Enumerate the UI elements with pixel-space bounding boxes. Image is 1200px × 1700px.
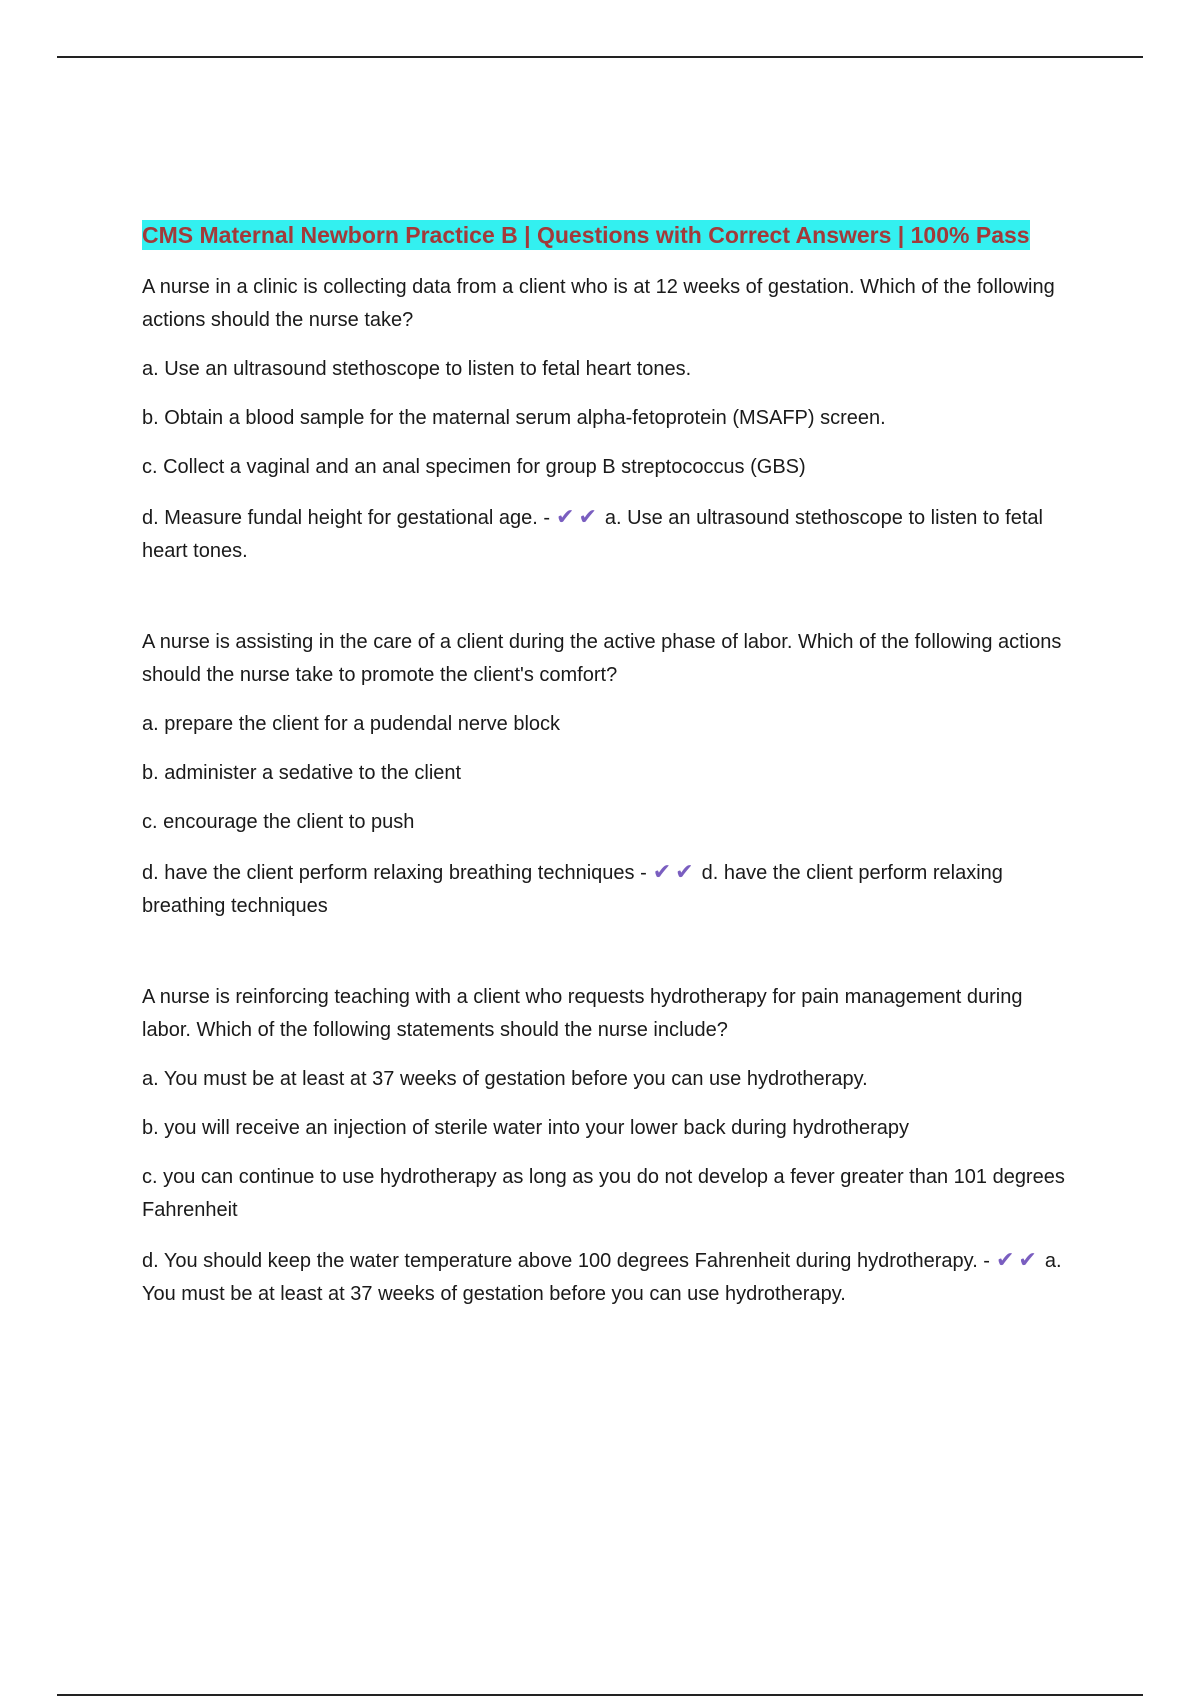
option-d-with-answer [142,1243,1066,1311]
question-text: A nurse is reinforcing teaching with a client who requests hydrotherapy for pain management during labor. Which of the following statements should the nurse include? [142,986,1023,1041]
option-a: a. prepare the client for a pudendal nerve block [142,713,561,735]
question-1 [142,271,1066,568]
correct-answer: d. have the client perform relaxing breathing techniques [142,862,1003,917]
option-d-with-answer [142,855,1066,923]
option-d: d. have the client perform relaxing breathing techniques - [142,862,647,884]
correct-answer: a. Use an ultrasound stethoscope to listen to fetal heart tones. [142,507,1043,562]
double-check-icon: ✔✔ [556,504,601,529]
header-rule [57,56,1143,58]
document-title [142,216,1066,255]
option-c: c. Collect a vaginal and an anal specimen for group B streptococcus (GBS) [142,456,806,478]
question-3 [142,981,1066,1311]
double-check-icon: ✔✔ [995,1247,1041,1272]
option-d: d. You should keep the water temperature above 100 degrees Fahrenheit during hydrotherapy. - [142,1250,990,1272]
question-2 [142,626,1066,923]
question-text: A nurse is assisting in the care of a client during the active phase of labor. Which of the following actions should the nurse take to promote the client's comfort? [142,631,1062,686]
option-c: c. you can continue to use hydrotherapy as long as you do not develop a fever greater than 101 degrees Fahrenheit [142,1166,1065,1221]
correct-answer: a. You must be at least at 37 weeks of gestation before you can use hydrotherapy. [142,1250,1062,1305]
option-d-with-answer [142,500,1066,568]
question-text: A nurse in a clinic is collecting data from a client who is at 12 weeks of gestation. Which of the following actions should the nurse take? [142,276,1055,331]
option-b: b. administer a sedative to the client [142,762,462,784]
option-a: a. You must be at least at 37 weeks of gestation before you can use hydrotherapy. [142,1068,868,1090]
option-d: d. Measure fundal height for gestational age. - [142,507,551,529]
footer-rule [57,1694,1143,1696]
option-b: b. you will receive an injection of sterile water into your lower back during hydrotherapy [142,1117,910,1139]
document-title-highlight: CMS Maternal Newborn Practice B | Questions with Correct Answers | 100% Pass [142,222,1030,248]
option-a: a. Use an ultrasound stethoscope to listen to fetal heart tones. [142,358,692,380]
option-b: b. Obtain a blood sample for the maternal serum alpha-fetoprotein (MSAFP) screen. [142,407,886,429]
option-c: c. encourage the client to push [142,811,415,833]
document-body [142,216,1066,1369]
double-check-icon: ✔✔ [652,859,698,884]
